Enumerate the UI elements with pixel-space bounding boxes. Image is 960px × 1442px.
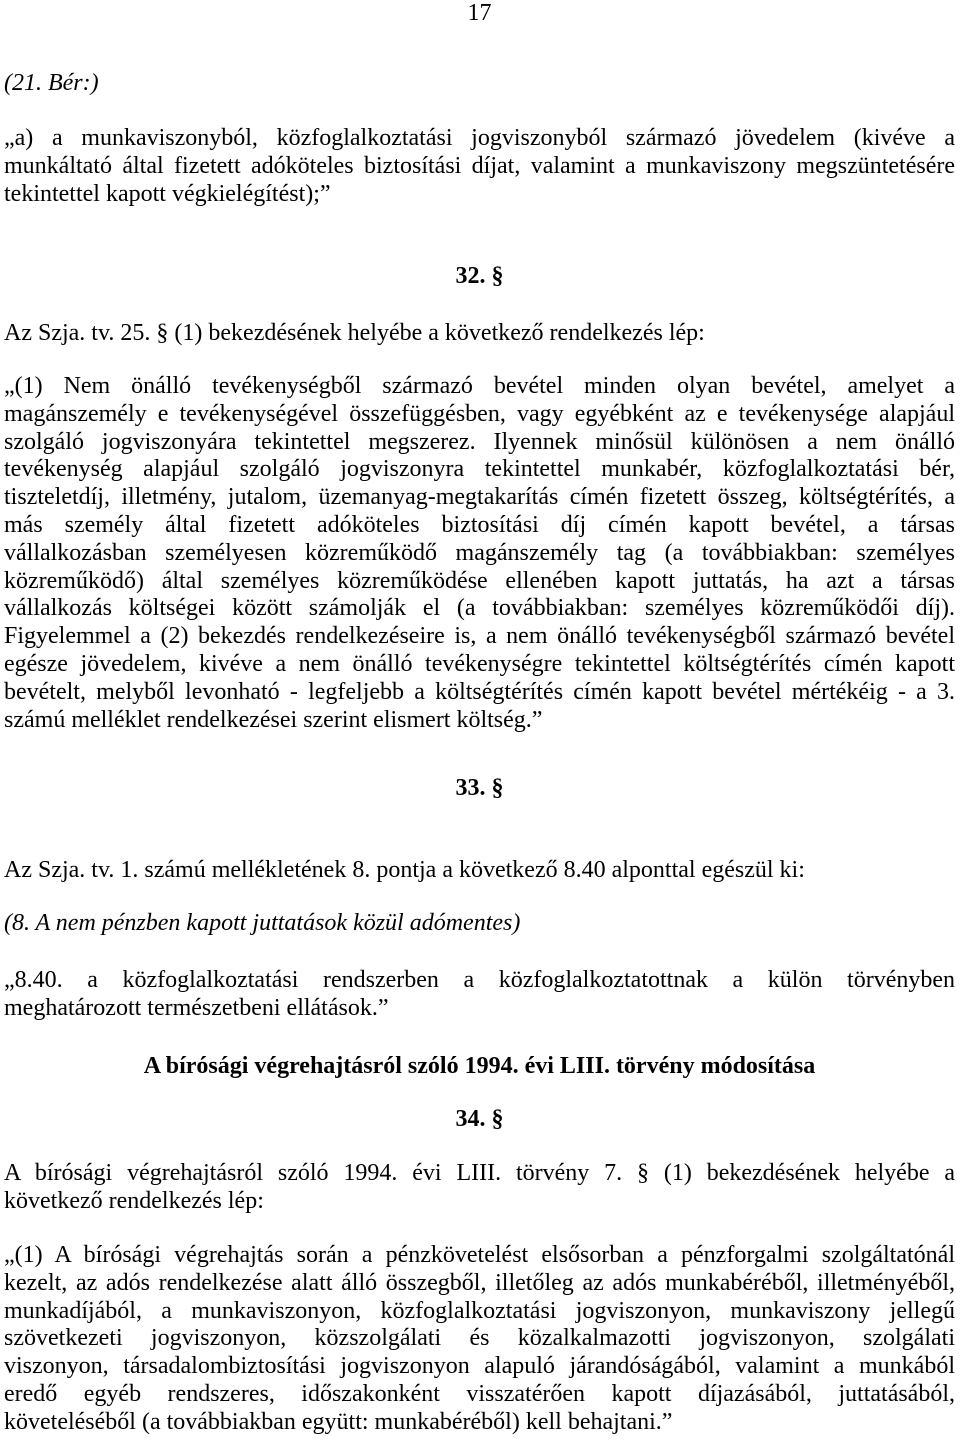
intro-line: A bírósági végrehajtásról szóló 1994. évi LIII. törvény 7. § (1) bekezdésének helyébe a <box>4 1160 955 1186</box>
section-heading: 34. § <box>455 1106 504 1132</box>
quote-line: szövetkezeti jogviszonyon, közszolgálati és közalkalmazotti jogviszonyon, szolgálati <box>4 1325 955 1352</box>
quote-line: tiszteletdíj, illetmény, jutalom, üzemanyag-megtakarítás címén fizetett összeg, költségtérítés, a <box>4 484 955 511</box>
quote-line: közreműködő) által személyes közreműködése ellenében kapott juttatás, ha azt a társas <box>4 567 955 594</box>
context-label: (8. A nem pénzben kapott juttatások közül adómentes) <box>4 910 521 936</box>
page-number: 17 <box>467 0 492 26</box>
quote-line: bevételt, melyből levonható - legfeljebb a költségtérítés címén kapott bevétel mértékéig - a 3. <box>4 678 955 705</box>
quote-line: „(1) Nem önálló tevékenységből származó bevétel minden olyan bevétel, amelyet a <box>4 373 955 399</box>
quote-line: szolgáló jogviszonyára tekintettel megszerez. Ilyennek minősül különösen a nem önálló <box>4 428 955 455</box>
intro-line: következő rendelkezés lép: <box>4 1187 264 1214</box>
quote-line: munkáltató által fizetett adóköteles biztosítási díjat, valamint a munkaviszony megszüntetésére <box>4 152 955 179</box>
section-intro: Az Szja. tv. 25. § (1) bekezdésének helyébe a következő rendelkezés lép: <box>4 320 705 346</box>
quote-line: vállalkozásban személyesen közreműködő magánszemély tag (a továbbiakban: személyes <box>4 539 955 566</box>
quote-line: számú melléklet rendelkezései szerint elismert költség.” <box>4 706 543 733</box>
quote-line: más személy által fizetett adóköteles biztosítási díj címén kapott bevétel, a társas <box>4 512 955 538</box>
quote-line: Figyelemmel a (2) bekezdés rendelkezéseire is, a nem önálló tevékenységből származó bevétel <box>4 623 955 650</box>
quote-line: tekintettel kapott végkielégítést);” <box>4 180 331 207</box>
quote-line: meghatározott természetbeni ellátások.” <box>4 994 389 1021</box>
section-intro: Az Szja. tv. 1. számú mellékletének 8. pontja a következő 8.40 alponttal egészül ki: <box>4 857 805 883</box>
quote-line: eredő egyéb rendszeres, időszakonként visszatérően kapott díjazásából, juttatásából, <box>4 1381 955 1407</box>
context-label: (21. Bér:) <box>4 70 99 96</box>
quote-line: viszonyon, társadalombiztosítási jogviszonyon alapuló járandóságából, valamint a munkából <box>4 1353 955 1380</box>
section-heading: 32. § <box>455 263 504 289</box>
act-title: A bírósági végrehajtásról szóló 1994. évi LIII. törvény módosítása <box>143 1053 816 1079</box>
quote-line: követeléséből (a továbbiakban együtt: munkabéréből) kell behajtani.” <box>4 1408 673 1435</box>
quote-line: „(1) A bírósági végrehajtás során a pénzkövetelést elsősorban a pénzforgalmi szolgáltatónál <box>4 1242 955 1268</box>
quote-line: vállalkozás költségei között számolják el (a továbbiakban: személyes közreműködői díj). <box>4 595 955 622</box>
quote-line: egésze jövedelem, kivéve a nem önálló tevékenységre tekintettel költségtérítés címén kapott <box>4 651 955 677</box>
quote-line: munkadíjából, a munkaviszonyon, közfoglalkoztatási jogviszonyon, munkaviszony jellegű <box>4 1297 955 1324</box>
quote-line: magánszemély e tevékenységével összefüggésben, vagy egyébként az e tevékenysége alapjául <box>4 400 955 427</box>
quote-line: „a) a munkaviszonyból, közfoglalkoztatási jogviszonyból származó jövedelem (kivéve a <box>4 125 955 151</box>
quote-line: kezelt, az adós rendelkezése alatt álló összegből, illetőleg az adós munkabéréből, illetményéből, <box>4 1269 955 1296</box>
quote-line: tevékenység alapjául szolgáló jogviszonyra tekintettel munkabér, közfoglalkoztatási bér, <box>4 456 955 483</box>
quote-line: „8.40. a közfoglalkoztatási rendszerben a közfoglalkoztatottnak a külön törvényben <box>4 967 955 993</box>
section-heading: 33. § <box>455 775 504 801</box>
